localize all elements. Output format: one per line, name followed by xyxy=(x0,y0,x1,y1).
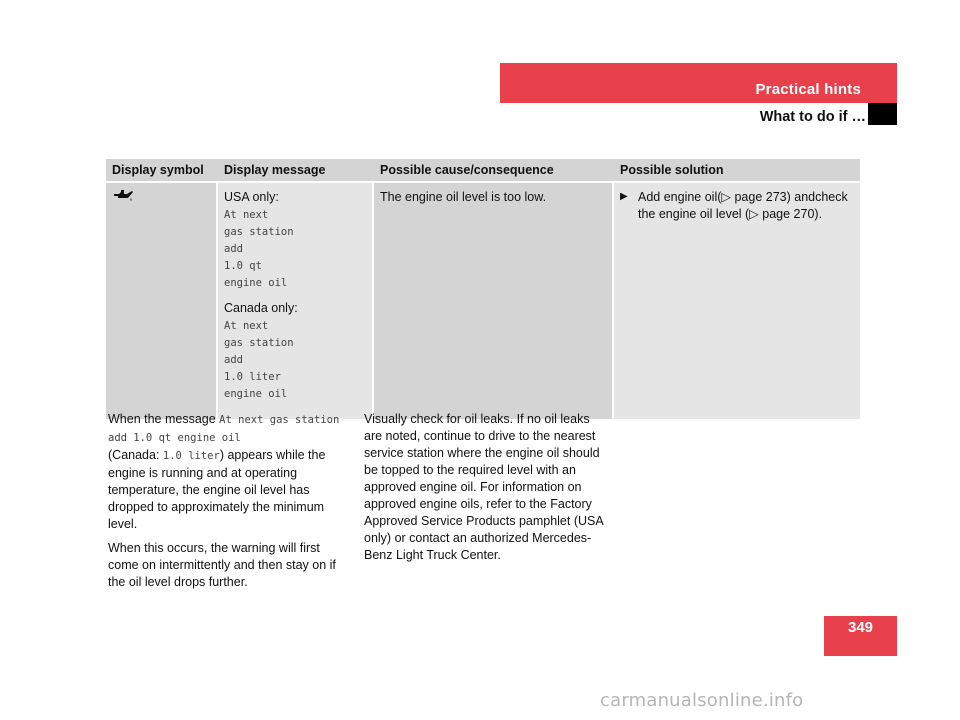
table-row xyxy=(106,183,860,419)
inline-message-text: At next gas station xyxy=(219,414,340,426)
body-right-column xyxy=(364,411,606,571)
canada-label: Canada only: xyxy=(224,301,298,315)
body-left-column xyxy=(108,411,348,598)
canada-message-line: 1.0 liter xyxy=(224,371,281,383)
col-header-symbol: Display symbol xyxy=(106,159,218,183)
oil-can-icon xyxy=(112,189,134,203)
body-paragraph: When the message At next gas station add 1.0 qt engine oil (Canada: 1.0 liter) appears while the engine is running and at operating temperature, the engine oil level has dropped to approximately the minimum level. xyxy=(108,412,340,531)
section-title: Practical hints xyxy=(755,81,861,98)
subsection-title: What to do if … xyxy=(759,109,866,125)
canada-message-line: add xyxy=(224,354,243,366)
header-tab-block xyxy=(868,103,897,125)
col-header-message: Display message xyxy=(218,159,374,183)
cause-cell xyxy=(374,183,614,419)
col-header-cause: Possible cause/consequence xyxy=(374,159,614,183)
solution-cell xyxy=(614,183,860,419)
usa-label: USA only: xyxy=(224,190,279,204)
symbol-cell xyxy=(106,183,218,419)
usa-message-line: gas station xyxy=(224,226,294,238)
col-header-solution: Possible solution xyxy=(614,159,860,183)
message-cell xyxy=(218,183,374,419)
usa-message-line: add xyxy=(224,243,243,255)
canada-message-line: gas station xyxy=(224,337,294,349)
body-paragraph: When this occurs, the warning will first come on intermittently and then stay on if the oil level drops further. xyxy=(108,541,336,589)
usa-message-line: At next xyxy=(224,209,269,221)
usa-message-line: 1.0 qt xyxy=(224,260,262,272)
body-paragraph: Visually check for oil leaks. If no oil leaks are noted, continue to drive to the nearest service station where the engine oil should be topped to the required level with an approved engine oil. For information on approved engine oils, refer to the Factory Approved Service Products pamphlet (USA only) or contact an authorized Mercedes-Benz Light Truck Center. xyxy=(364,412,604,562)
page-number: 349 xyxy=(824,616,897,656)
usa-message-line: engine oil xyxy=(224,277,288,289)
display-messages-table xyxy=(106,159,860,419)
header-banner xyxy=(500,63,897,103)
watermark: carmanualsonline.info xyxy=(600,690,804,711)
inline-message-text: add 1.0 qt engine oil xyxy=(108,432,241,444)
inline-message-text: 1.0 liter xyxy=(162,450,220,462)
canada-message-line: At next xyxy=(224,320,269,332)
table-header-row xyxy=(106,159,860,183)
cause-text: The engine oil level is too low. xyxy=(380,190,547,204)
canada-message-line: engine oil xyxy=(224,388,288,400)
bullet-arrow-icon: ▶ xyxy=(620,191,628,202)
solution-text: Add engine oil(▷ page 273) andcheck the engine oil level (▷ page 270). xyxy=(638,190,848,221)
